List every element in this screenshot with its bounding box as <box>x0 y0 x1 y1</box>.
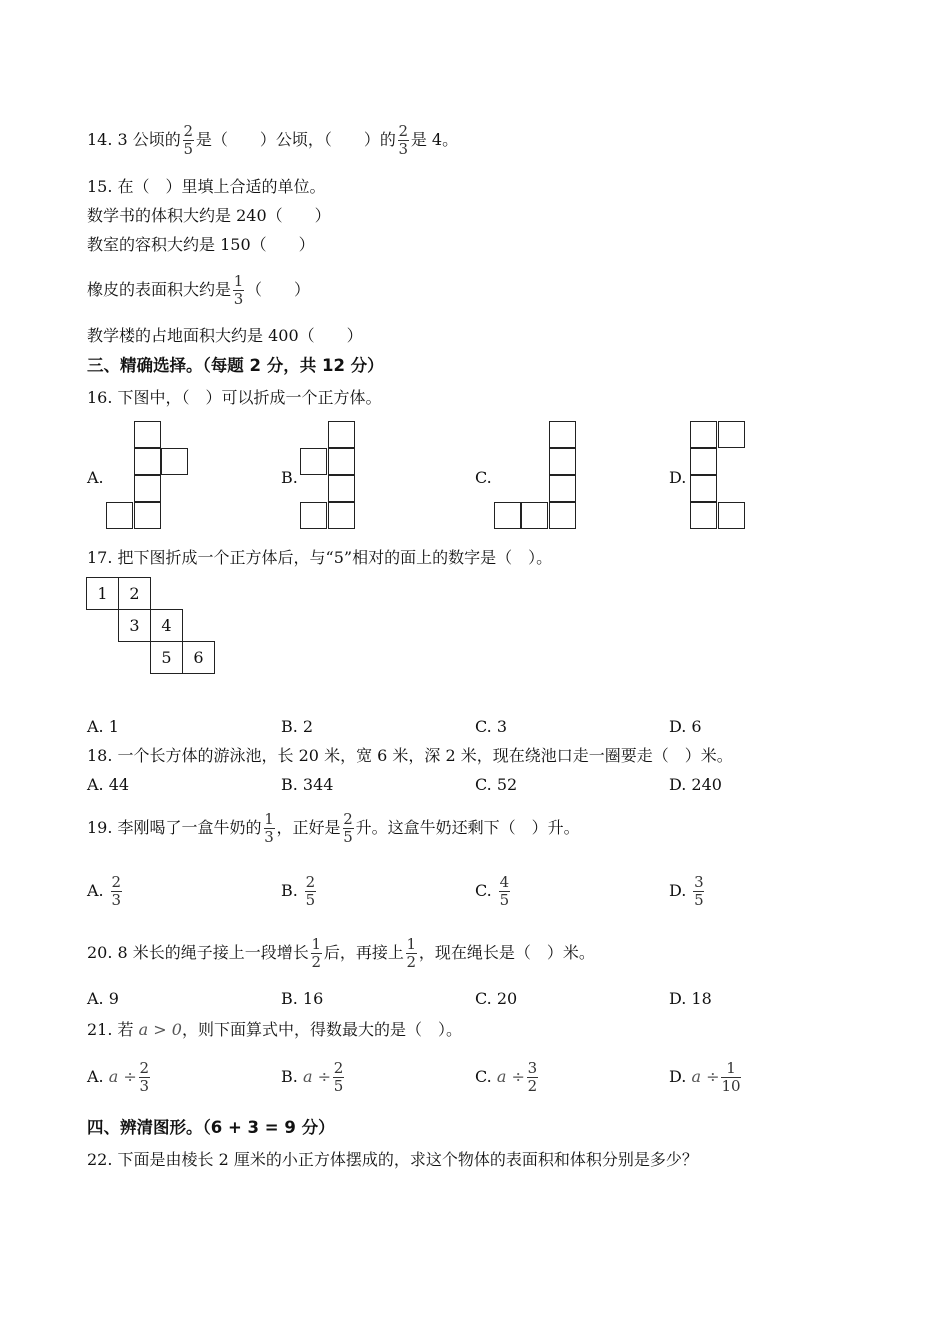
q16-title: 16. 下图中，（ ）可以折成一个正方体。 <box>87 388 382 407</box>
section-3-heading: 三、精确选择。（每题 2 分，共 12 分） <box>87 356 384 375</box>
q15-title: 15. 在（ ）里填上合适的单位。 <box>87 177 326 196</box>
q14-line <box>87 123 458 158</box>
q18-option-d: D. 240 <box>669 775 722 794</box>
q19-option-b: B. $\frac{2}{5}$ <box>281 873 316 909</box>
net-cell: 4 <box>150 609 183 642</box>
q19-option-c: C. $\frac{4}{5}$ <box>475 873 510 909</box>
net-cell: 2 <box>118 577 151 610</box>
fraction: $\frac{1}{3}$ <box>264 810 274 846</box>
q17-option-d: D. 6 <box>669 717 702 736</box>
q16-label-a: A. <box>87 468 104 487</box>
q16-label-d: D. <box>669 468 687 487</box>
fraction: $\frac{2}{5}$ <box>183 122 194 158</box>
q19-option-a: A. $\frac{2}{3}$ <box>87 873 121 909</box>
q20-option-d: D. 18 <box>669 989 712 1008</box>
net-cell: 1 <box>86 577 119 610</box>
q20-option-b: B. 16 <box>281 989 324 1008</box>
net-cell: 3 <box>118 609 151 642</box>
net-cell: 6 <box>182 641 215 674</box>
q15-line4: 教学楼的占地面积大约是 400（ ） <box>87 326 363 345</box>
q21-option-c: C. a ÷ $\frac{3}{2}$ <box>475 1059 538 1095</box>
q16-label-b: B. <box>281 468 298 487</box>
q14-text-b: 是（ ）公顷，（ ）的 <box>195 130 396 149</box>
q15-line2: 教室的容积大约是 150（ ） <box>87 235 315 254</box>
q21-title: 21. 若 a > 0，则下面算式中，得数最大的是（ ）。 <box>87 1020 462 1039</box>
q17-option-b: B. 2 <box>281 717 314 736</box>
q22-title: 22. 下面是由棱长 2 厘米的小正方体摆成的，求这个物体的表面积和体积分别是多少？ <box>87 1150 698 1169</box>
q20-title: 20. 8 米长的绳子接上一段增长 $\frac{1}{2}$ 后，再接上 $\frac{1}{2}$ ，现在绳长是（ ）米。 <box>87 935 595 971</box>
section-4-heading: 四、辨清图形。（6 + 3 = 9 分） <box>87 1118 335 1137</box>
fraction: $\frac{1}{3}$ <box>233 272 244 308</box>
q18-title: 18. 一个长方体的游泳池，长 20 米，宽 6 米，深 2 米，现在绕池口走一圈要走（ ）米。 <box>87 746 733 765</box>
q17-option-a: A. 1 <box>87 717 119 736</box>
q21-option-d: D. a ÷ $\frac{1}{10}$ <box>669 1059 741 1095</box>
q20-option-c: C. 20 <box>475 989 518 1008</box>
q14-text-c: 是 4。 <box>410 130 459 149</box>
q16-label-c: C. <box>475 468 492 487</box>
q15-line1: 数学书的体积大约是 240（ ） <box>87 206 331 225</box>
fraction: $\frac{1}{2}$ <box>311 935 322 971</box>
q18-option-b: B. 344 <box>281 775 334 794</box>
q21-option-b: B. a ÷ $\frac{2}{5}$ <box>281 1059 344 1095</box>
net-cell: 5 <box>150 641 183 674</box>
fraction: $\frac{2}{5}$ <box>343 810 353 846</box>
q20-option-a: A. 9 <box>87 989 119 1008</box>
q14-text-a: 14. 3 公顷的 <box>87 130 181 149</box>
fraction: $\frac{1}{2}$ <box>406 935 417 971</box>
q18-option-c: C. 52 <box>475 775 518 794</box>
q18-option-a: A. 44 <box>87 775 130 794</box>
q17-option-c: C. 3 <box>475 717 508 736</box>
q15-line3: 橡皮的表面积大约是 $\frac{1}{3}$ （ ） <box>87 272 311 308</box>
q19-title: 19. 李刚喝了一盒牛奶的 $\frac{1}{3}$ ，正好是 $\frac{2}{5}$ 升。这盒牛奶还剩下（ ）升。 <box>87 810 580 846</box>
fraction: $\frac{2}{3}$ <box>398 122 409 158</box>
q17-title: 17. 把下图折成一个正方体后，与“5”相对的面上的数字是（ ）。 <box>87 548 553 567</box>
q19-option-d: D. $\frac{3}{5}$ <box>669 873 704 909</box>
q21-option-a: A. a ÷ $\frac{2}{3}$ <box>87 1059 150 1095</box>
condition: a > 0 <box>138 1020 182 1039</box>
